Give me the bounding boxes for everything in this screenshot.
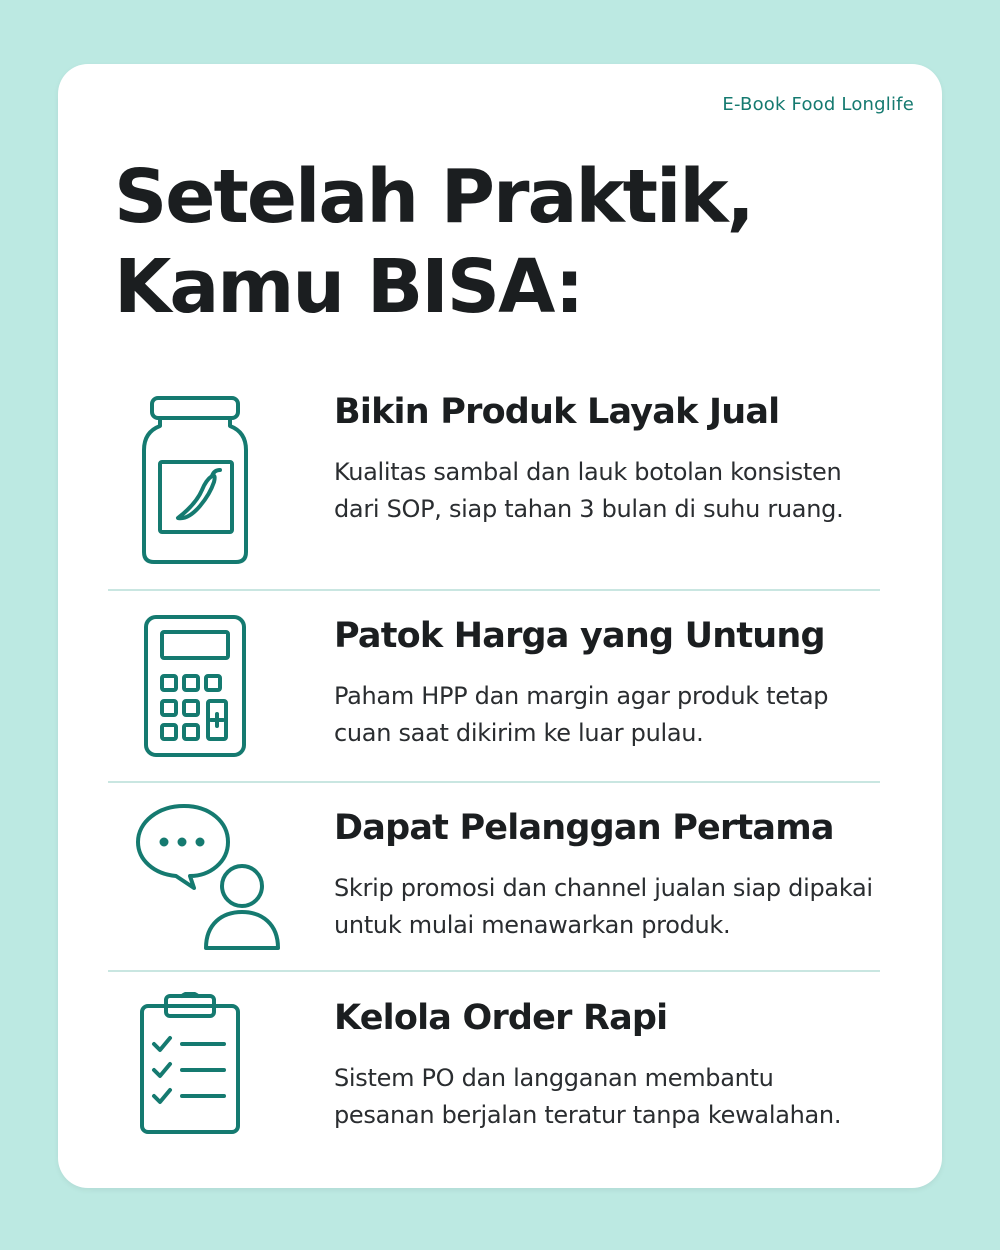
benefit-item-pricing [58, 614, 942, 814]
title-line-1: Setelah Praktik, [114, 154, 753, 240]
content-card [58, 64, 942, 1188]
page-title [114, 152, 753, 332]
divider [108, 589, 880, 591]
brand-label: E-Book Food Longlife [722, 94, 914, 115]
item-description: Kualitas sambal dan lauk botolan konsisten dari SOP, siap tahan 3 bulan di suhu ruang. [334, 458, 844, 523]
benefit-item-orders [58, 996, 942, 1196]
item-title: Patok Harga yang Untung [334, 616, 825, 656]
chat-customer-icon [134, 802, 284, 972]
jar-chili-icon [130, 394, 280, 564]
benefit-item-product [58, 390, 942, 590]
divider [108, 781, 880, 783]
item-title: Bikin Produk Layak Jual [334, 392, 780, 432]
item-description: Skrip promosi dan channel jualan siap dipakai untuk mulai menawarkan produk. [334, 874, 873, 939]
title-line-2: Kamu BISA: [114, 244, 583, 330]
clipboard-checklist-icon [138, 992, 288, 1162]
item-description: Sistem PO dan langganan membantu pesanan berjalan teratur tanpa kewalahan. [334, 1064, 842, 1129]
item-description: Paham HPP dan margin agar produk tetap cuan saat dikirim ke luar pulau. [334, 682, 829, 747]
divider [108, 970, 880, 972]
calculator-icon [130, 614, 280, 784]
benefit-item-customer [58, 806, 942, 1006]
item-title: Dapat Pelanggan Pertama [334, 808, 834, 848]
item-title: Kelola Order Rapi [334, 998, 668, 1038]
